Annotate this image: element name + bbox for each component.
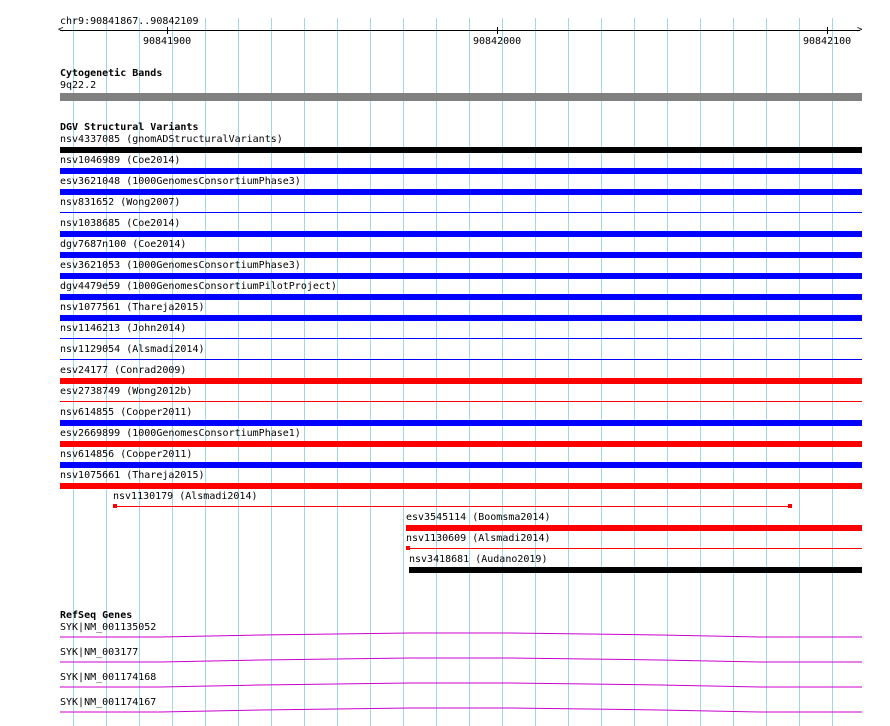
variant-label: nsv1129054 (Alsmadi2014) [60, 344, 205, 355]
variant-end-marker [113, 504, 117, 508]
gene-model[interactable] [60, 632, 862, 638]
gridline [337, 18, 338, 726]
variant-label: nsv1038685 (Coe2014) [60, 218, 181, 229]
gene-model[interactable] [60, 657, 862, 663]
gene-model[interactable] [60, 707, 862, 713]
variant-bar[interactable] [60, 315, 862, 321]
variant-label: nsv831652 (Wong2007) [60, 197, 181, 208]
variant-label: nsv614855 (Cooper2011) [60, 407, 193, 418]
variant-end-marker [788, 504, 792, 508]
gridline [700, 18, 701, 726]
gridline [601, 18, 602, 726]
ruler-right-arrow: > [857, 25, 863, 35]
variant-label: nsv1130609 (Alsmadi2014) [406, 533, 551, 544]
variant-label: esv24177 (Conrad2009) [60, 365, 187, 376]
gridline [271, 18, 272, 726]
gridline [238, 18, 239, 726]
variant-label: nsv1046989 (Coe2014) [60, 155, 181, 166]
variant-bar[interactable] [60, 420, 862, 426]
variant-label: nsv614856 (Cooper2011) [60, 449, 193, 460]
variant-bar[interactable] [60, 338, 862, 339]
gridline [403, 18, 404, 726]
variant-bar[interactable] [60, 441, 862, 447]
variant-bar[interactable] [60, 483, 862, 489]
track-title: DGV Structural Variants [60, 122, 199, 133]
gridline [304, 18, 305, 726]
gridline [733, 18, 734, 726]
variant-bar[interactable] [409, 567, 862, 573]
gridline [799, 18, 800, 726]
ruler-tick-label: 90842000 [473, 36, 522, 47]
gene-label: SYK|NM_001174168 [60, 672, 157, 683]
gridline [568, 18, 569, 726]
variant-label: nsv3418681 (Audano2019) [409, 554, 548, 565]
variant-end-marker [406, 546, 410, 550]
variant-label: nsv1075661 (Thareja2015) [60, 470, 205, 481]
gridline [436, 18, 437, 726]
gridline [766, 18, 767, 726]
variant-label: nsv1130179 (Alsmadi2014) [113, 491, 258, 502]
ruler-tick [497, 27, 498, 34]
ruler-tick-label: 90842100 [803, 36, 852, 47]
variant-label: nsv4337085 (gnomADStructuralVariants) [60, 134, 283, 145]
gridline [205, 18, 206, 726]
variant-bar[interactable] [60, 359, 862, 360]
gene-label: SYK|NM_001174167 [60, 697, 157, 708]
gridline [832, 18, 833, 726]
variant-label: dgv7687n100 (Coe2014) [60, 239, 187, 250]
ruler-axis [60, 30, 860, 31]
variant-label: esv3545114 (Boomsma2014) [406, 512, 551, 523]
gene-model[interactable] [60, 682, 862, 688]
variant-bar[interactable] [60, 252, 862, 258]
variant-bar[interactable] [60, 168, 862, 174]
gridline [370, 18, 371, 726]
track-title: RefSeq Genes [60, 610, 133, 621]
variant-bar[interactable] [60, 294, 862, 300]
variant-bar[interactable] [60, 212, 862, 213]
gridline [535, 18, 536, 726]
ruler-tick-label: 90841900 [143, 36, 192, 47]
ruler-tick [827, 27, 828, 34]
gridline [667, 18, 668, 726]
location-label: chr9:90841867..90842109 [60, 16, 199, 27]
gridline [502, 18, 503, 726]
variant-label: dgv4479e59 (1000GenomesConsortiumPilotProject) [60, 281, 337, 292]
ruler-tick [167, 27, 168, 34]
cytoband-bar[interactable] [60, 93, 862, 101]
variant-bar[interactable] [60, 147, 862, 153]
ruler-left-arrow: < [58, 25, 64, 35]
variant-bar[interactable] [60, 189, 862, 195]
variant-bar[interactable] [116, 506, 790, 507]
variant-bar[interactable] [408, 548, 862, 549]
gene-label: SYK|NM_001135052 [60, 622, 157, 633]
variant-label: esv2738749 (Wong2012b) [60, 386, 193, 397]
gene-label: SYK|NM_003177 [60, 647, 139, 658]
cytoband-label: 9q22.2 [60, 80, 97, 91]
variant-bar[interactable] [60, 462, 862, 468]
variant-label: esv3621048 (1000GenomesConsortiumPhase3) [60, 176, 301, 187]
variant-bar[interactable] [60, 231, 862, 237]
variant-bar[interactable] [60, 378, 862, 384]
variant-bar[interactable] [60, 273, 862, 279]
variant-label: esv3621053 (1000GenomesConsortiumPhase3) [60, 260, 301, 271]
variant-label: esv2669899 (1000GenomesConsortiumPhase1) [60, 428, 301, 439]
variant-bar[interactable] [60, 401, 862, 402]
variant-label: nsv1077561 (Thareja2015) [60, 302, 205, 313]
gridline [634, 18, 635, 726]
variant-label: nsv1146213 (John2014) [60, 323, 187, 334]
track-title: Cytogenetic Bands [60, 68, 163, 79]
variant-bar[interactable] [406, 525, 862, 531]
gridline [469, 18, 470, 726]
